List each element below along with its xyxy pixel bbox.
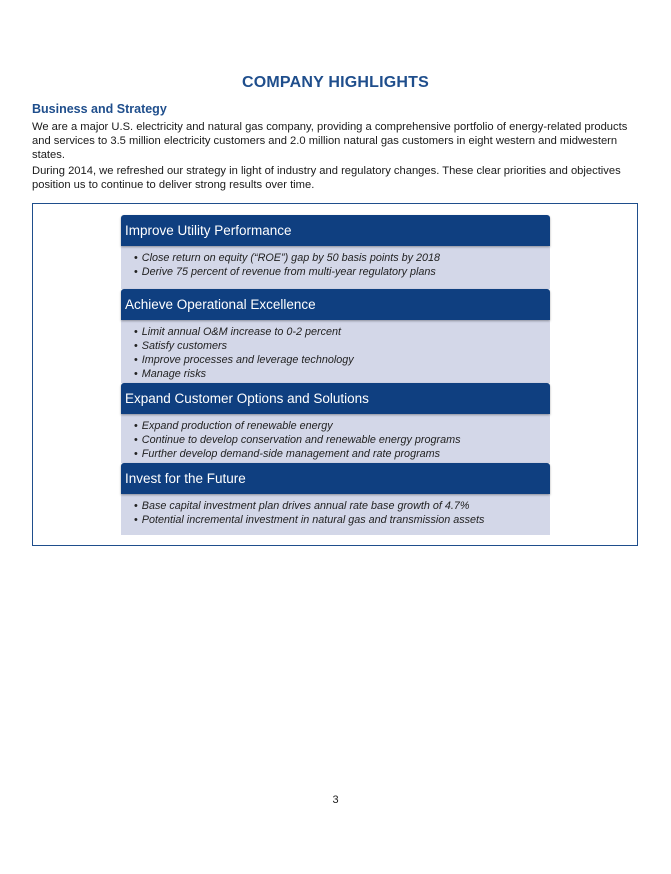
page-title: COMPANY HIGHLIGHTS xyxy=(241,74,429,91)
strategy-block-header: Expand Customer Options and Solutions xyxy=(121,383,550,414)
strategy-block-operational-excellence xyxy=(121,289,550,383)
strategy-bullet: • Satisfy customers xyxy=(134,340,227,352)
strategy-block-header: Improve Utility Performance xyxy=(121,215,550,246)
strategy-block-header: Achieve Operational Excellence xyxy=(121,289,550,320)
section-heading: Business and Strategy xyxy=(32,102,167,116)
page-number: 3 xyxy=(332,794,339,806)
strategy-bullet: • Expand production of renewable energy xyxy=(134,420,333,432)
strategy-block-body xyxy=(121,494,550,535)
strategy-block-customer-options xyxy=(121,383,550,463)
strategy-bullet: • Potential incremental investment in natural gas and transmission assets xyxy=(134,514,485,526)
strategy-block-body xyxy=(121,414,550,463)
strategy-block-header: Invest for the Future xyxy=(121,463,550,494)
strategy-bullet: • Manage risks xyxy=(134,368,206,380)
strategy-bullet: • Continue to develop conservation and renewable energy programs xyxy=(134,434,461,446)
strategy-bullet: • Further develop demand-side management and rate programs xyxy=(134,448,441,460)
strategy-block-body xyxy=(121,320,550,383)
strategy-bullet: • Improve processes and leverage technology xyxy=(134,354,354,366)
strategy-bullet: • Close return on equity (“ROE”) gap by 50 basis points by 2018 xyxy=(134,252,441,264)
intro-paragraph: We are a major U.S. electricity and natural gas company, providing a comprehensive portfolio of energy-related products and services to 3.5 million electricity customers and 2.0 million natural gas customers in eight western and midwestern states. xyxy=(32,121,628,161)
strategy-bullet: • Base capital investment plan drives annual rate base growth of 4.7% xyxy=(134,500,470,512)
strategy-bullet: • Derive 75 percent of revenue from multi-year regulatory plans xyxy=(134,266,436,278)
strategy-block-invest-future xyxy=(121,463,550,535)
strategy-block-body xyxy=(121,246,550,289)
strategy-paragraph: During 2014, we refreshed our strategy in light of industry and regulatory changes. These clear priorities and objectives position us to continue to deliver strong results over time. xyxy=(32,165,621,191)
strategy-block-improve-utility xyxy=(121,215,550,289)
strategy-bullet: • Limit annual O&M increase to 0-2 percent xyxy=(134,326,342,338)
